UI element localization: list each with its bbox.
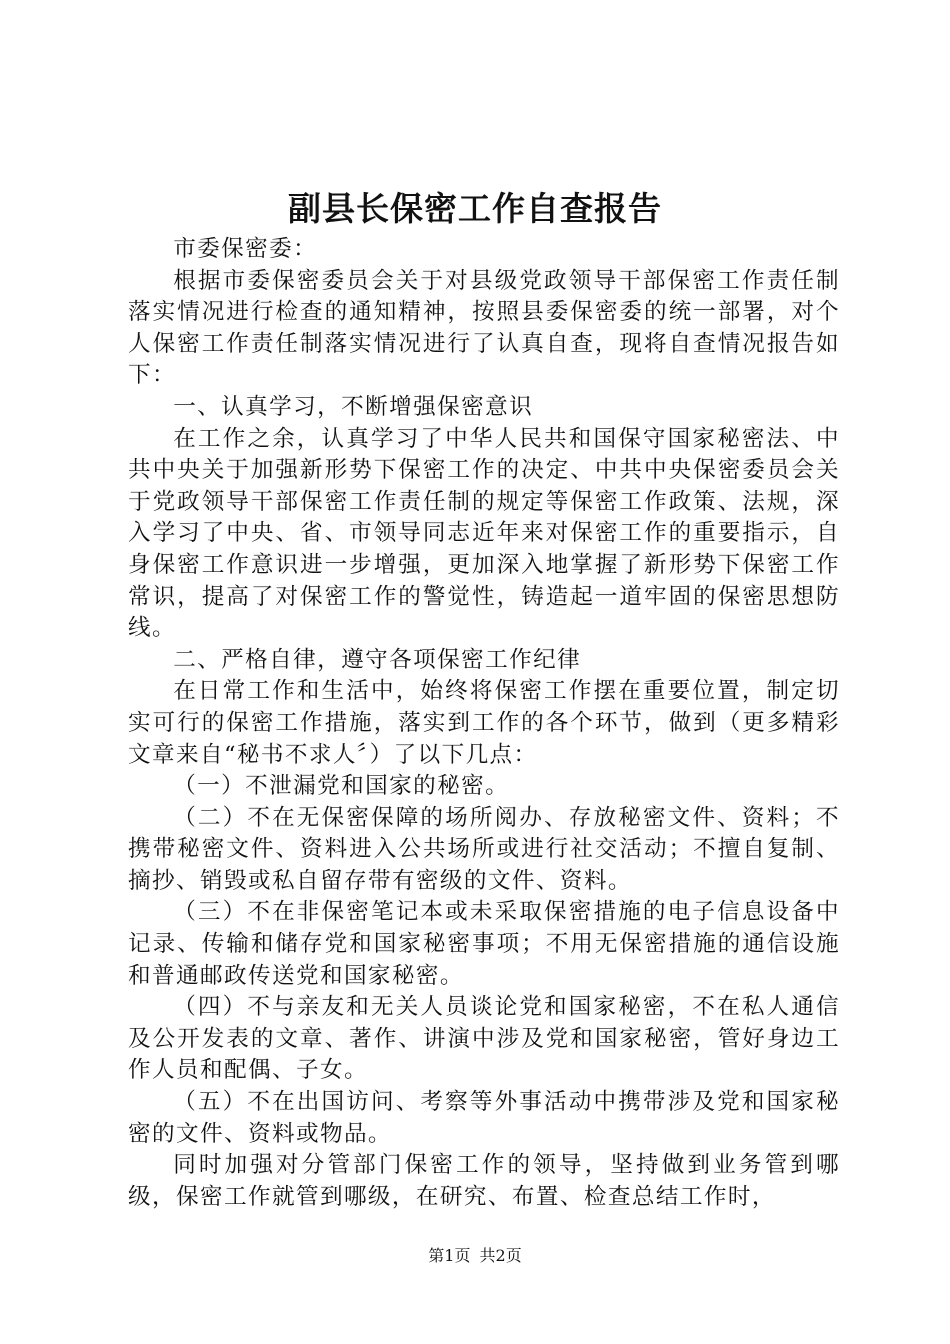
closing-paragraph: 同时加强对分管部门保密工作的领导，坚持做到业务管到哪级，保密工作就管到哪级，在研究、布置、检查总结工作时， [128, 1152, 840, 1210]
list-item-2: （二）不在无保密保障的场所阅办、存放秘密文件、资料；不携带秘密文件、资料进入公共场所或进行社交活动；不擅自复制、摘抄、销毁或私自留存带有密级的文件、资料。 [128, 804, 840, 894]
intro-paragraph: 根据市委保密委员会关于对县级党政领导干部保密工作责任制落实情况进行检查的通知精神，按照县委保密委的统一部署，对个人保密工作责任制落实情况进行了认真自查，现将自查情况报告如下： [128, 267, 840, 389]
page-footer [0, 1245, 950, 1267]
list-item-4: （四）不与亲友和无关人员谈论党和国家秘密，不在私人通信及公开发表的文章、著作、讲演中涉及党和国家秘密，管好身边工作人员和配偶、子女。 [128, 994, 840, 1084]
list-item-1: （一）不泄漏党和国家的秘密。 [173, 773, 510, 800]
document-title: 副县长保密工作自查报告 [288, 189, 662, 228]
page-number: 第1页 [428, 1246, 471, 1265]
salutation: 市委保密委： [173, 236, 318, 262]
section-heading-1: 一、认真学习，不断增强保密意识 [173, 393, 534, 420]
list-item-3: （三）不在非保密笔记本或未采取保密措施的电子信息设备中记录、传输和储存党和国家秘密事项；不用无保密措施的通信设施和普通邮政传送党和国家秘密。 [128, 899, 840, 989]
list-item-5: （五）不在出国访问、考察等外事活动中携带涉及党和国家秘密的文件、资料或物品。 [128, 1089, 840, 1147]
document-body [128, 234, 840, 1213]
section-2-paragraph: 在日常工作和生活中，始终将保密工作摆在重要位置，制定切实可行的保密工作措施，落实到工作的各个环节，做到（更多精彩文章来自“秘书不求人〞）了以下几点： [128, 678, 840, 768]
section-1-paragraph: 在工作之余，认真学习了中华人民共和国保守国家秘密法、中共中央关于加强新形势下保密工作的决定、中共中央保密委员会关于党政领导干部保密工作责任制的规定等保密工作政策、法规，深入学习了中央、省、市领导同志近年来对保密工作的重要指示，自身保密工作意识进一步增强，更加深入地掌握了新形势下保密工作常识，提高了对保密工作的警觉性，铸造起一道牢固的保密思想防线。 [128, 425, 840, 642]
page-total: 共2页 [479, 1246, 522, 1265]
section-heading-2: 二、严格自律，遵守各项保密工作纪律 [173, 646, 582, 673]
